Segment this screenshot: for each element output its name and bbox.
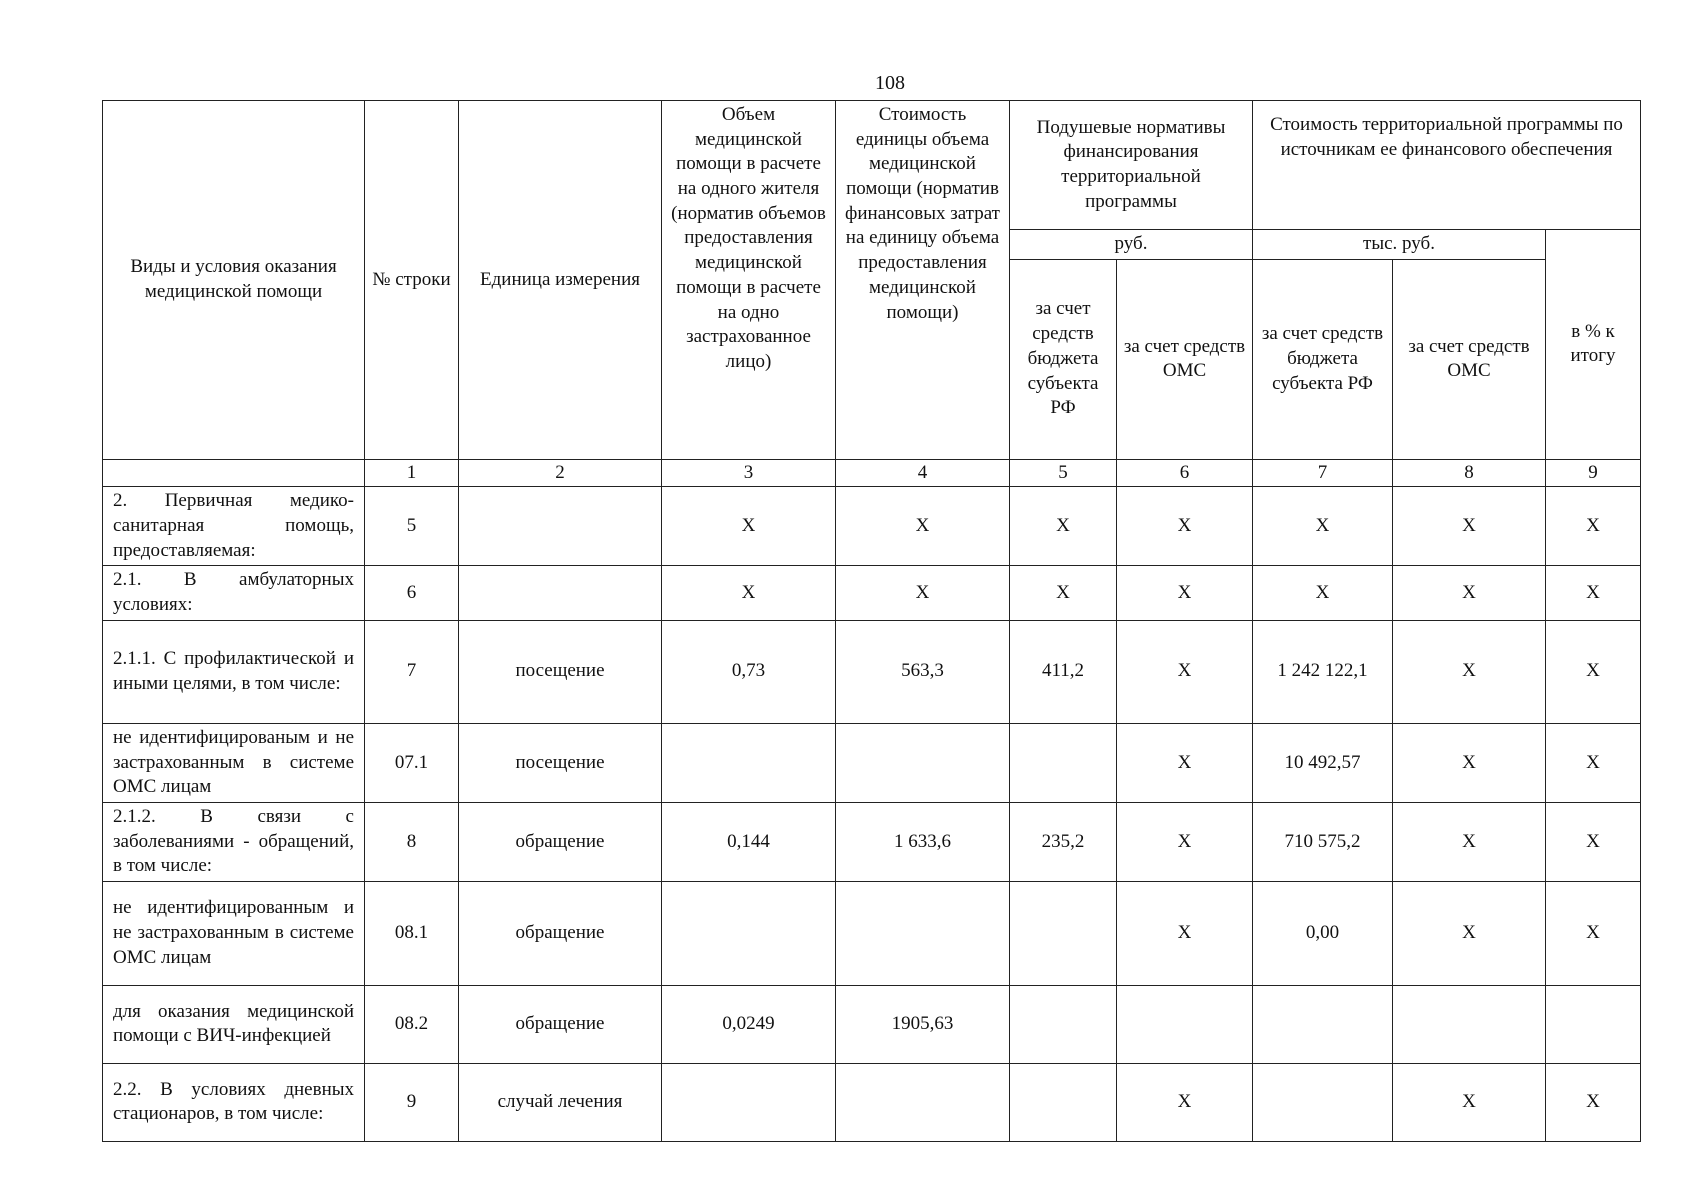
cell-budget-thousand [1253, 1063, 1393, 1141]
table-row [103, 985, 1641, 1063]
cell-oms-rub [1117, 985, 1253, 1063]
table-row [103, 802, 1641, 881]
cell-volume [662, 1063, 836, 1141]
row-description: 2.2. В условиях дневных стационаров, в том числе: [103, 1063, 365, 1141]
cell-percent: Х [1546, 723, 1641, 802]
cell-oms-rub: Х [1117, 802, 1253, 881]
row-unit: обращение [459, 881, 662, 985]
row-number: 6 [365, 566, 459, 620]
cell-budget-rub [1010, 985, 1117, 1063]
row-description: не идентифицированым и не застрахованным в системе ОМС лицам [103, 723, 365, 802]
header-unit-rub: руб. [1010, 230, 1253, 260]
row-number: 08.1 [365, 881, 459, 985]
cell-oms-thousand: Х [1393, 566, 1546, 620]
header-type: Виды и условия оказания медицинской помощи [103, 101, 365, 460]
cell-oms-thousand [1393, 985, 1546, 1063]
column-number: 2 [459, 459, 662, 487]
column-number: 9 [1546, 459, 1641, 487]
cell-budget-rub: 411,2 [1010, 620, 1117, 723]
cell-volume: 0,0249 [662, 985, 836, 1063]
column-number: 1 [365, 459, 459, 487]
header-oms-rub: за счет средств ОМС [1117, 259, 1253, 459]
table-body [103, 459, 1641, 1141]
cell-volume [662, 723, 836, 802]
table-row [103, 881, 1641, 985]
cell-budget-rub [1010, 1063, 1117, 1141]
row-unit: посещение [459, 620, 662, 723]
cell-unit-cost: Х [836, 487, 1010, 566]
row-description: 2. Первичная медико-санитарная помощь, предоставляемая: [103, 487, 365, 566]
cell-unit-cost [836, 723, 1010, 802]
row-unit [459, 566, 662, 620]
header-oms-thousand: за счет средств ОМС [1393, 259, 1546, 459]
cell-budget-rub: Х [1010, 566, 1117, 620]
row-description: для оказания медицинской помощи с ВИЧ-инфекцией [103, 985, 365, 1063]
cell-percent: Х [1546, 802, 1641, 881]
row-number: 5 [365, 487, 459, 566]
cell-oms-thousand: Х [1393, 487, 1546, 566]
cell-unit-cost: 1905,63 [836, 985, 1010, 1063]
row-number: 8 [365, 802, 459, 881]
table-row [103, 1063, 1641, 1141]
column-number-row [103, 459, 1641, 487]
table-row [103, 723, 1641, 802]
row-unit: обращение [459, 802, 662, 881]
cell-percent: Х [1546, 620, 1641, 723]
cell-unit-cost: Х [836, 566, 1010, 620]
column-number: 8 [1393, 459, 1546, 487]
cell-oms-rub: Х [1117, 723, 1253, 802]
row-unit [459, 487, 662, 566]
cell-oms-rub: Х [1117, 1063, 1253, 1141]
cell-oms-thousand: Х [1393, 881, 1546, 985]
cell-budget-rub: Х [1010, 487, 1117, 566]
cell-oms-thousand: Х [1393, 620, 1546, 723]
cell-percent: Х [1546, 1063, 1641, 1141]
cell-budget-thousand: 10 492,57 [1253, 723, 1393, 802]
row-description: 2.1. В амбулаторных условиях: [103, 566, 365, 620]
header-budget-rub: за счет средств бюджета субъекта РФ [1010, 259, 1117, 459]
table-row [103, 620, 1641, 723]
table-row [103, 487, 1641, 566]
cell-unit-cost: 563,3 [836, 620, 1010, 723]
column-number: 3 [662, 459, 836, 487]
cell-budget-thousand: 710 575,2 [1253, 802, 1393, 881]
cell-oms-rub: Х [1117, 487, 1253, 566]
column-number [103, 459, 365, 487]
cell-oms-rub: Х [1117, 620, 1253, 723]
row-number: 07.1 [365, 723, 459, 802]
cell-oms-thousand: Х [1393, 723, 1546, 802]
cell-budget-rub [1010, 881, 1117, 985]
cell-unit-cost [836, 881, 1010, 985]
row-number: 9 [365, 1063, 459, 1141]
column-number: 7 [1253, 459, 1393, 487]
row-description: не идентифицированным и не застрахованным в системе ОМС лицам [103, 881, 365, 985]
header-per-capita: Подушевые нормативы финансирования территориальной программы [1010, 101, 1253, 230]
header-percent-total: в % к итогу [1546, 230, 1641, 460]
cell-volume: Х [662, 566, 836, 620]
cell-budget-rub [1010, 723, 1117, 802]
cell-percent: Х [1546, 566, 1641, 620]
table-header [103, 101, 1641, 460]
row-unit: обращение [459, 985, 662, 1063]
cell-budget-thousand: 0,00 [1253, 881, 1393, 985]
row-description: 2.1.2. В связи с заболеваниями - обращений, в том числе: [103, 802, 365, 881]
cell-oms-thousand: Х [1393, 802, 1546, 881]
cell-budget-thousand: Х [1253, 566, 1393, 620]
cell-oms-rub: Х [1117, 881, 1253, 985]
cell-budget-thousand: 1 242 122,1 [1253, 620, 1393, 723]
row-unit: случай лечения [459, 1063, 662, 1141]
cell-percent: Х [1546, 881, 1641, 985]
cell-volume: 0,144 [662, 802, 836, 881]
header-volume: Объем медицинской помощи в расчете на одного жителя (норматив объемов предоставления медицинской помощи в расчете на одно застрахованное лицо) [662, 101, 836, 460]
cell-volume: 0,73 [662, 620, 836, 723]
row-unit: посещение [459, 723, 662, 802]
header-unit-thousand-rub: тыс. руб. [1253, 230, 1546, 260]
cell-percent [1546, 985, 1641, 1063]
header-unit: Единица измерения [459, 101, 662, 460]
header-program-cost: Стоимость территориальной программы по источникам ее финансового обеспечения [1253, 101, 1641, 230]
header-budget-thousand: за счет средств бюджета субъекта РФ [1253, 259, 1393, 459]
cell-percent: Х [1546, 487, 1641, 566]
header-unit-cost: Стоимость единицы объема медицинской помощи (норматив финансовых затрат на единицу объема предоставления медицинской помощи) [836, 101, 1010, 460]
cell-unit-cost: 1 633,6 [836, 802, 1010, 881]
column-number: 5 [1010, 459, 1117, 487]
header-row-number: № строки [365, 101, 459, 460]
cell-unit-cost [836, 1063, 1010, 1141]
column-number: 4 [836, 459, 1010, 487]
row-number: 08.2 [365, 985, 459, 1063]
table-row [103, 566, 1641, 620]
column-number: 6 [1117, 459, 1253, 487]
row-number: 7 [365, 620, 459, 723]
cell-volume: Х [662, 487, 836, 566]
page-number: 108 [875, 72, 905, 94]
cell-volume [662, 881, 836, 985]
cell-budget-thousand [1253, 985, 1393, 1063]
row-description: 2.1.1. С профилактической и иными целями, в том числе: [103, 620, 365, 723]
cell-budget-rub: 235,2 [1010, 802, 1117, 881]
cell-oms-thousand: Х [1393, 1063, 1546, 1141]
financing-table [102, 100, 1641, 1142]
cell-budget-thousand: Х [1253, 487, 1393, 566]
cell-oms-rub: Х [1117, 566, 1253, 620]
